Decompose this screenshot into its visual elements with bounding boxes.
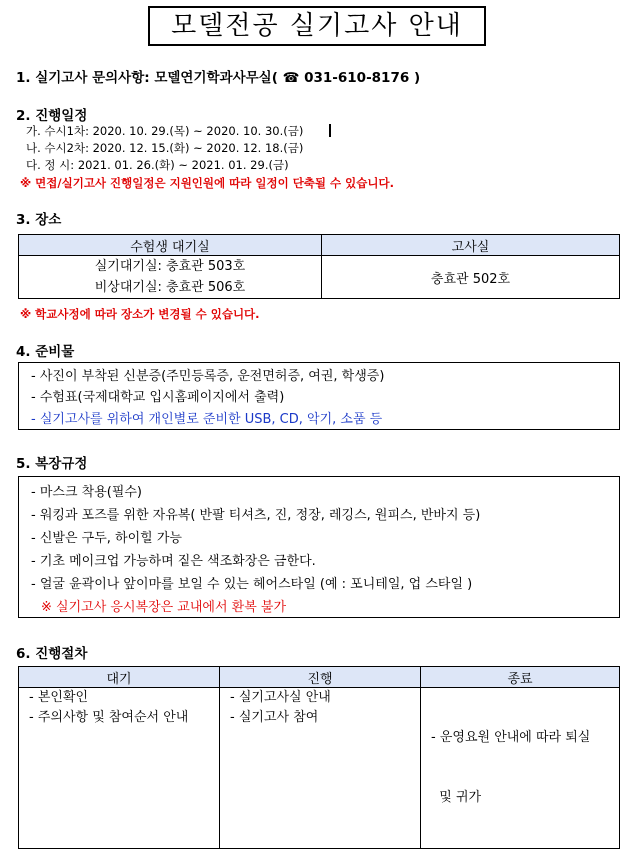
page-title: 모델전공 실기고사 안내	[148, 6, 486, 46]
schedule-line-3: 다. 정 시: 2021. 01. 26.(화) ~ 2021. 01. 29.(금)	[26, 158, 289, 172]
dress-item-3: - 신발은 구두, 하이힐 가능	[31, 531, 182, 546]
location-col-exam: 고사실	[322, 235, 620, 256]
supply-item-3: - 실기고사를 위하여 개인별로 준비한 USB, CD, 악기, 소품 등	[31, 412, 383, 427]
procedure-wait-2: - 주의사항 및 참여순서 안내	[29, 710, 189, 725]
wait-room-1: 실기대기실: 충효관 503호	[94, 259, 246, 274]
dress-note: ※ 실기고사 응시복장은 교내에서 환복 불가	[41, 600, 287, 615]
procedure-col-end: 종료	[421, 667, 620, 688]
procedure-progress-2: - 실기고사 참여	[230, 710, 319, 725]
procedure-wait-cell	[19, 688, 220, 849]
schedule-note: ※ 면접/실기고사 진행일정은 지원인원에 따라 일정이 단축될 수 있습니다.	[20, 176, 394, 190]
exam-room-cell: 충효관 502호	[322, 256, 620, 299]
dress-item-1: - 마스크 착용(필수)	[31, 485, 143, 500]
location-note: ※ 학교사정에 따라 장소가 변경될 수 있습니다.	[20, 307, 260, 321]
section-3-heading: 3. 장소	[16, 212, 62, 228]
dress-item-5: - 얼굴 윤곽이나 앞이마를 보일 수 있는 헤어스타일 (예 : 포니테일, 업 스타일 )	[31, 577, 473, 592]
section-5-heading: 5. 복장규정	[16, 456, 88, 472]
text-cursor	[329, 124, 331, 137]
dress-item-2: - 워킹과 포즈를 위한 자유복( 반팔 티셔츠, 진, 정장, 레깅스, 원피스, 반바지 등)	[31, 508, 481, 523]
location-table	[18, 234, 620, 299]
wait-room-2: 비상대기실: 충효관 506호	[94, 280, 246, 295]
procedure-col-wait: 대기	[19, 667, 220, 688]
section-6-heading: 6. 진행절차	[16, 646, 88, 662]
procedure-wait-1: - 본인확인	[29, 690, 89, 705]
wait-rooms-cell	[19, 256, 322, 299]
supplies-box	[18, 362, 620, 430]
supply-item-2: - 수험표(국제대학교 입시홈페이지에서 출력)	[31, 390, 285, 405]
section-1-heading: 1. 실기고사 문의사항: 모델연기학과사무실( ☎ 031-610-8176 )	[16, 70, 421, 86]
procedure-end-cell	[421, 688, 620, 849]
dress-code-box	[18, 476, 620, 618]
supply-item-1: - 사진이 부착된 신분증(주민등록증, 운전면허증, 여권, 학생증)	[31, 369, 385, 384]
schedule-line-2: 나. 수시2차: 2020. 12. 15.(화) ~ 2020. 12. 18.(금)	[26, 141, 304, 155]
procedure-progress-1: - 실기고사실 안내	[230, 690, 331, 705]
procedure-progress-cell	[220, 688, 421, 849]
schedule-line-1: 가. 수시1차: 2020. 10. 29.(목) ~ 2020. 10. 30.(금)	[26, 124, 304, 138]
procedure-table	[18, 666, 620, 849]
procedure-col-progress: 진행	[220, 667, 421, 688]
section-2-heading: 2. 진행일정	[16, 108, 88, 124]
location-col-wait: 수험생 대기실	[19, 235, 322, 256]
procedure-end-2: 및 귀가	[431, 790, 482, 805]
procedure-end-1: - 운영요원 안내에 따라 퇴실	[431, 730, 591, 745]
dress-item-4: - 기초 메이크업 가능하며 짙은 색조화장은 금한다.	[31, 554, 316, 569]
section-4-heading: 4. 준비물	[16, 344, 75, 360]
